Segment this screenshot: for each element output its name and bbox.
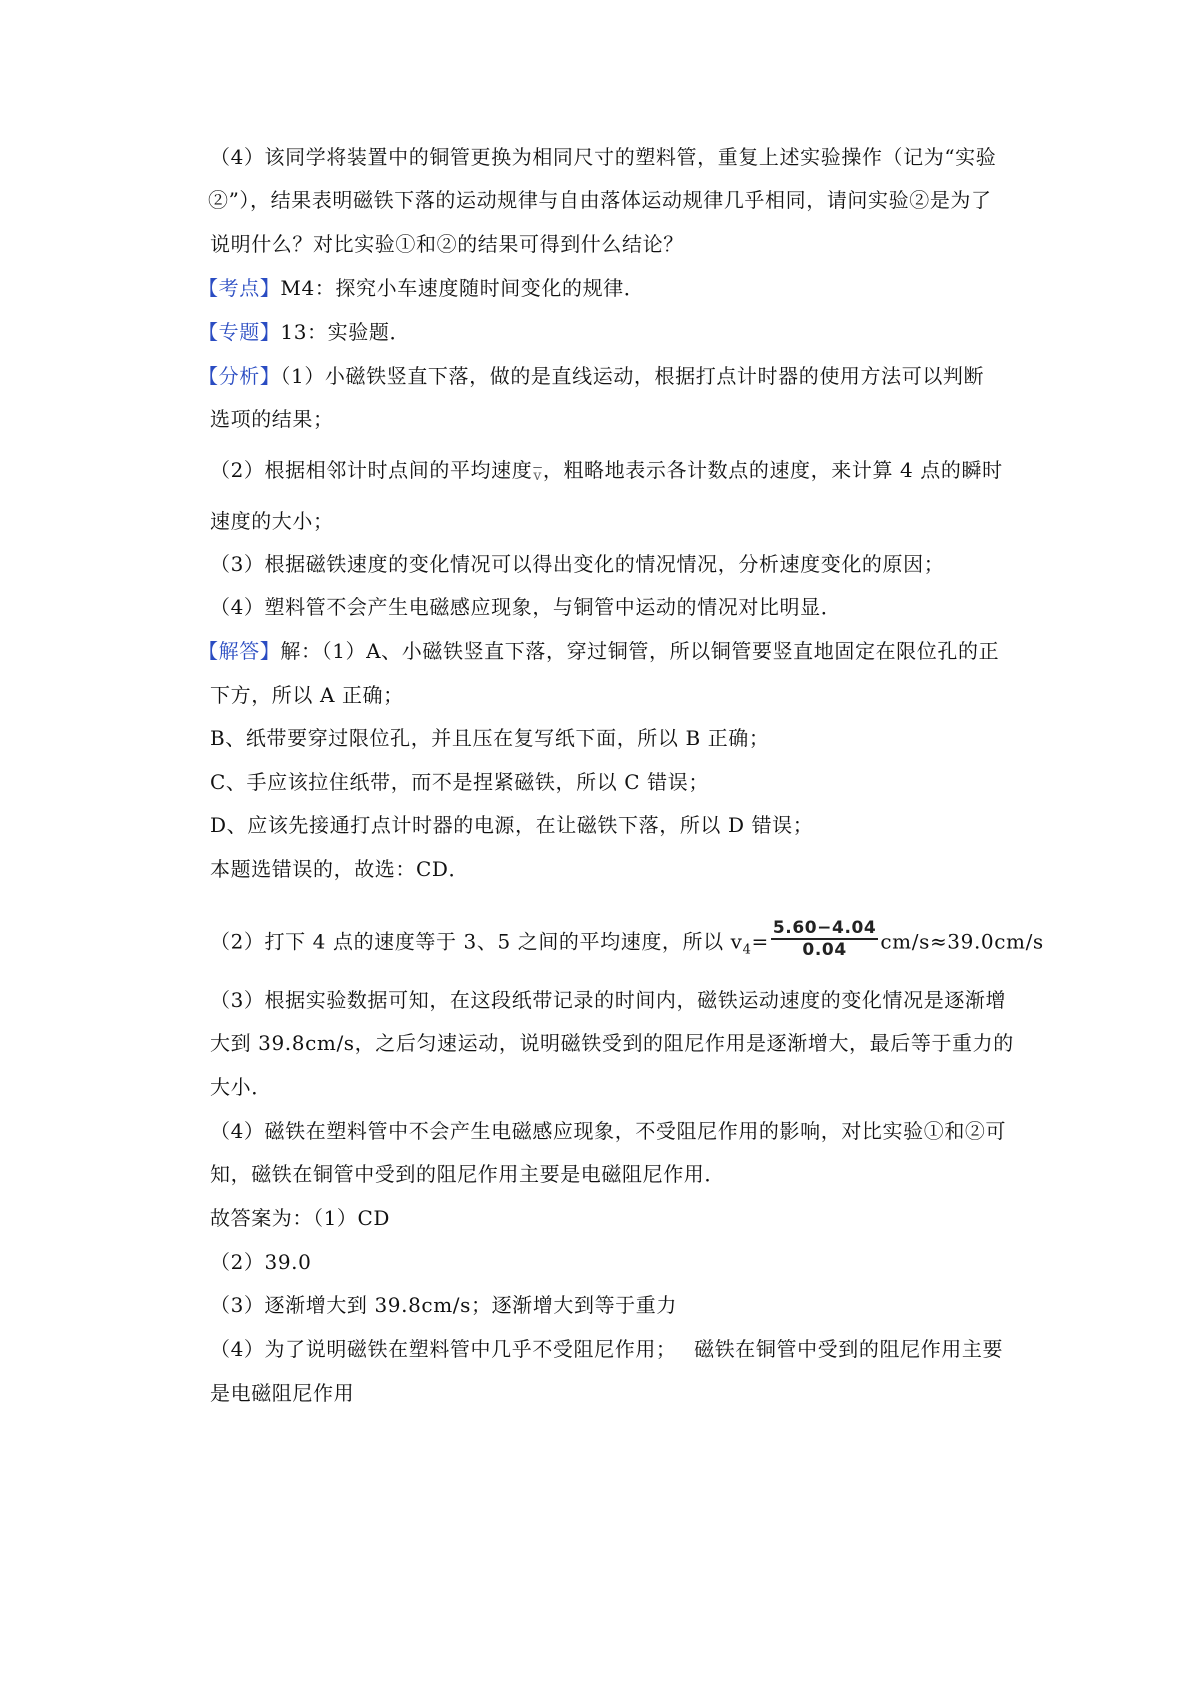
question4-line2: ②”），结果表明磁铁下落的运动规律与自由落体运动规律几乎相同，请问实验②是为了 bbox=[208, 188, 992, 212]
velocity-subscript: 4 bbox=[742, 942, 752, 958]
jieda-line7-b: cm/s≈39.0cm/s bbox=[880, 929, 1044, 954]
jieda-line9: 大到 39.8cm/s，之后匀速运动，说明磁铁受到的阻尼作用是逐渐增大，最后等于重力的 bbox=[210, 1031, 1014, 1055]
jieda-row bbox=[198, 637, 999, 665]
fenxi-line3-a: （2）根据相邻计时点间的平均速度 bbox=[210, 458, 533, 482]
fenxi-line4: 速度的大小； bbox=[210, 509, 334, 533]
zhuanti-tag: 【专题】 bbox=[198, 320, 281, 344]
fenxi-line1: （1）小磁铁竖直下落，做的是直线运动，根据打点计时器的使用方法可以判断 bbox=[280, 364, 985, 388]
equals-sign: = bbox=[751, 929, 769, 954]
velocity-fraction bbox=[771, 918, 879, 960]
average-velocity-symbol: $\overline{v}$ bbox=[533, 468, 542, 484]
jieda-line6: 本题选错误的，故选：CD． bbox=[210, 857, 470, 881]
jieda-line1: 解：（1）A、小磁铁竖直下落，穿过铜管，所以铜管要竖直地固定在限位孔的正 bbox=[280, 639, 1000, 663]
fenxi-line2: 选项的结果； bbox=[210, 407, 334, 431]
fraction-denominator: 0.04 bbox=[802, 940, 847, 960]
fenxi-line3-b: ，粗略地表示各计数点的速度，来计算 4 点的瞬时 bbox=[542, 458, 1003, 482]
jieda-line3: B、纸带要穿过限位孔，并且压在复写纸下面，所以 B 正确； bbox=[210, 726, 770, 750]
jieda-line7 bbox=[210, 918, 1044, 965]
jieda-line4: C、手应该拉住纸带，而不是捏紧磁铁，所以 C 错误； bbox=[210, 770, 709, 794]
zhuanti-text: 13：实验题． bbox=[280, 320, 411, 344]
jieda-line10: 大小． bbox=[210, 1075, 272, 1099]
kaodian-tag: 【考点】 bbox=[198, 276, 281, 300]
question4-line3: 说明什么？对比实验①和②的结果可得到什么结论？ bbox=[210, 232, 684, 256]
jieda-line5: D、应该先接通打点计时器的电源，在让磁铁下落，所以 D 错误； bbox=[210, 813, 814, 837]
kaodian-text: M4：探究小车速度随时间变化的规律． bbox=[280, 276, 645, 300]
fenxi-line5: （3）根据磁铁速度的变化情况可以得出变化的情况情况，分析速度变化的原因； bbox=[210, 552, 945, 576]
answer-line1: 故答案为：（1）CD bbox=[210, 1206, 391, 1230]
question4-line1: （4）该同学将装置中的铜管更换为相同尺寸的塑料管，重复上述实验操作（记为“实验 bbox=[210, 145, 997, 169]
fenxi-line3 bbox=[210, 456, 1003, 487]
answer-line4: （4）为了说明磁铁在塑料管中几乎不受阻尼作用； 磁铁在铜管中受到的阻尼作用主要 bbox=[210, 1337, 1004, 1361]
zhuanti-row bbox=[198, 318, 410, 346]
kaodian-row bbox=[198, 274, 644, 302]
fraction-numerator: 5.60−4.04 bbox=[772, 918, 877, 938]
fenxi-line6: （4）塑料管不会产生电磁感应现象，与铜管中运动的情况对比明显． bbox=[210, 595, 842, 619]
jieda-tag: 【解答】 bbox=[198, 639, 281, 663]
jieda-line7-a: （2）打下 4 点的速度等于 3、5 之间的平均速度，所以 v bbox=[210, 929, 743, 954]
fenxi-tag: 【分析】 bbox=[198, 364, 281, 388]
jieda-line2: 下方，所以 A 正确； bbox=[210, 683, 404, 707]
fenxi-row bbox=[198, 362, 984, 390]
answer-line5: 是电磁阻尼作用 bbox=[210, 1381, 355, 1405]
jieda-line12: 知，磁铁在铜管中受到的阻尼作用主要是电磁阻尼作用． bbox=[210, 1162, 725, 1186]
jieda-line8: （3）根据实验数据可知，在这段纸带记录的时间内，磁铁运动速度的变化情况是逐渐增 bbox=[210, 988, 1007, 1012]
answer-line2: （2）39.0 bbox=[210, 1250, 312, 1274]
answer-line3: （3）逐渐增大到 39.8cm/s；逐渐增大到等于重力 bbox=[210, 1293, 677, 1317]
jieda-line11: （4）磁铁在塑料管中不会产生电磁感应现象，不受阻尼作用的影响，对比实验①和②可 bbox=[210, 1119, 1007, 1143]
